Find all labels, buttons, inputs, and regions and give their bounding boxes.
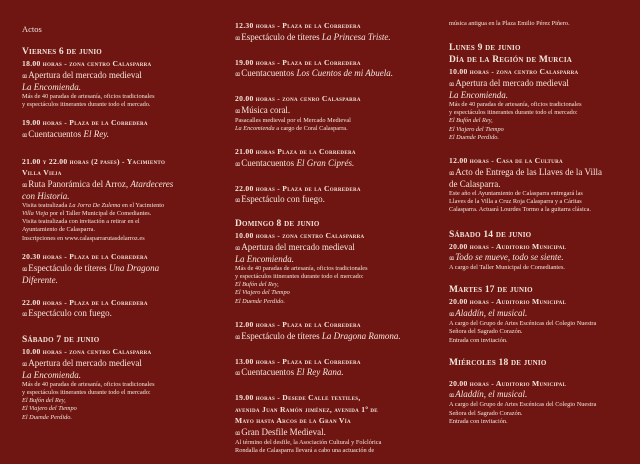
event-time: 13.00 horas - Plaza de la Corredera [235,356,361,366]
event-desc: La Encomienda a cargo de Coral Calasparra. [235,124,348,132]
event-desc: Señora del Sagrado Corazón. [449,328,523,336]
event [22,59,222,109]
ornament-swirl-icon: ɞɞ [235,332,240,341]
event-act: El Bufón del Rey, [235,281,279,289]
event-desc: Entrada con invitación. [449,336,508,344]
column-1 [22,0,222,431]
event-time: 12.00 horas - Plaza de la Corredera [235,320,361,330]
event [22,157,222,243]
ornament-swirl-icon: ɞɞ [22,310,27,319]
event-time: 20.00 horas - zona cenro Calasparra [235,94,361,103]
event [22,347,222,422]
event-desc: A cargo del Grupo de Artes Escénicas del Colegio Nuestra [449,401,597,409]
event-title: ɞɞ Apertura del mercado medieval [449,77,569,88]
event-time: 21.00 horas Plaza de la Corredera [235,147,356,157]
event [235,231,435,306]
ornament-swirl-icon: ɞɞ [22,71,27,80]
ornament-swirl-icon: ɞɞ [22,180,27,189]
event-title: ɞɞ Apertura del mercado medieval [235,241,355,252]
event-title: ɞɞ Cuentacuentos Los Cuentos de mi Abuela. [235,68,394,78]
event [235,21,435,44]
event-title: ɞɞ Gran Desfile Medieval. [235,426,326,437]
event-time: 22.00 horas - Plaza de la Corredera [22,297,148,307]
event-desc: y espectáculos itinerantes durante todo el mercado. [22,100,151,108]
ornament-swirl-icon: ɞɞ [449,309,454,318]
event-time: 10.00 horas - zona centro Calasparra [22,347,152,357]
event-subtitle: La Encomienda. [449,89,508,100]
event-title: ɞɞ Espectáculo de títeres Una Dragona [22,262,160,273]
event-desc: Pasacalles medieval por el Mercado Medieval [235,116,351,124]
event-subtitle: La Encomienda. [22,81,81,92]
event-subtitle: La Encomienda. [22,369,81,380]
event-title: ɞɞ Acto de Entrega de las Llaves de la Villa [449,166,602,177]
event-desc: Llaves de la Villa a Cruz Roja Calasparra y a Cáritas [449,198,582,206]
ornament-swirl-icon: ɞɞ [235,159,240,168]
ornament-swirl-icon: ɞɞ [235,196,240,205]
event-link[interactable]: Inscripciones en www.calasparrarutasdelarroz.es [22,234,145,242]
event-time: 20.00 horas - Auditorio Municipal [449,297,567,307]
day-heading: Sábado 14 de junio [449,229,532,240]
event-title-cont: con Historia. [22,190,70,201]
event-act: El Bufón del Rey, [449,117,493,125]
day-martes-17 [449,284,639,344]
event-desc: y espectáculos itinerantes durante todo el mercado: [235,272,364,280]
ornament-swirl-icon: ɞɞ [235,243,240,252]
event-title: ɞɞ Espectáculo de títeres La Dragona Ramona. [235,330,401,341]
event-time: Villa Vieja [22,168,62,178]
event-time: 20.00 horas - Auditorio Municipal [449,378,567,388]
event [235,58,435,81]
section-label: Actos [22,24,42,34]
event-desc: y espectáculos itinerantes durante todo el mercado: [22,388,151,396]
event-time: 10.00 horas - zona centro Calasparra [235,231,365,241]
ornament-swirl-icon: ɞɞ [22,264,27,273]
event-desc: Entrada con invitación. [449,417,508,425]
event-act: El Viajero del Tiempo [449,125,504,133]
event [449,156,639,214]
ornament-swirl-icon: ɞɞ [235,106,240,115]
event-time: 19.00 horas - Desede Calle textiles, [235,393,361,403]
event-time: 22.00 horas - Plaza de la Corredera [235,183,361,193]
day-miercoles-18 [449,357,639,426]
event-title: ɞɞ Espectáculo con fuego. [22,308,112,319]
event-title: ɞɞ Apertura del mercado medieval [22,357,142,368]
day-domingo-8 [235,218,435,455]
event-act: El Viajero del Tiempo [22,405,77,413]
day-heading: Lunes 9 de junio [449,43,521,54]
event-desc: Más de 40 paradas de artesanía, oficios tradicionales [22,92,155,100]
event-act: El Duende Perdido. [235,297,285,305]
ornament-swirl-icon: ɞɞ [22,130,27,139]
event [449,297,639,344]
event [22,298,222,321]
ornament-swirl-icon: ɞɞ [449,391,454,400]
event-time: 18.00 horas - zona centro Calasparra [22,59,152,68]
event-title: ɞɞ Cuentacuentos El Rey. [22,128,109,139]
event [235,147,435,170]
event-desc: y espectáculos itinerantes durante todo el mercado: [449,109,578,117]
event-desc: Rondalla de Calasparra llevará a cabo una actuación de [235,446,375,454]
event-act: El Duende Perdido. [22,413,72,421]
event-title: ɞɞ Apertura del mercado medieval [22,69,142,80]
event-title-cont: de Calasparra. [449,178,501,189]
event-title: ɞɞ Ruta Panorámica del Arroz, Atardeceres [22,178,174,189]
event-desc: Visita teatralizada con invitación a retirar en el [22,218,140,226]
day-sabado-7 [22,334,222,422]
event-title: ɞɞ Todo se mueve, todo se siente. [449,252,564,263]
event-desc: Al término del desfile, la Asociación Cultural y Folclórica [235,438,382,446]
day-heading: Sábado 7 de junio [22,335,100,346]
event [22,118,222,141]
event [235,357,435,380]
event-desc: Calasparra. Actuará Lourdes Tormo a la guitarra clásica. [449,206,591,214]
event-title: ɞɞ Música coral. [235,104,291,115]
event-desc: Visita teatralizada La Jorra De Zulema en el Yacimiento [22,201,165,209]
event-title-cont: Diferente. [22,274,58,285]
event-time: 20.30 horas - Plaza de la Corredera [22,252,148,262]
event [449,379,639,426]
event [22,252,222,286]
event-title: ɞɞ Cuentacuentos El Rey Rana. [235,367,344,378]
event [235,94,435,133]
day-heading: Viernes 6 de junio [22,47,102,57]
ornament-swirl-icon: ɞɞ [235,369,240,378]
event-desc-cont: música antigua en la Plaza Emilio Pérez Piñero. [449,20,570,27]
event-desc: A cargo del Grupo de Artes Escénicas del Colegio Nuestra [449,319,597,327]
event-act: El Viajero del Tiempo [235,289,290,297]
ornament-swirl-icon: ɞɞ [235,70,240,78]
event-act: El Bufón del Rey, [22,397,66,405]
event-desc: Señora del Sagrado Corazón. [449,409,523,417]
day-subheading: Día de la Región de Murcia [449,55,572,66]
column-2 [235,20,435,464]
event-desc: Más de 40 paradas de artesanía, oficios tradicionales [22,380,155,388]
event-title: ɞɞ Espectáculo de títeres La Princesa Triste. [235,31,391,42]
event-title: ɞɞ Cuentacuentos El Gran Ciprés. [235,157,355,168]
event-desc: Ayuntamiento de Calasparra. [22,226,96,234]
day-heading: Martes 17 de junio [449,285,533,296]
event-title: ɞɞ Aladdín, el musical. [449,307,528,318]
day-heading: Domingo 8 de junio [235,219,320,230]
day-viernes-6 [22,46,222,320]
event-time: 12.00 horas - Casa de la Cultura [449,156,563,166]
event-desc: A cargo del Taller Municipal de Comediantes. [449,264,565,272]
ornament-swirl-icon: ɞɞ [449,254,454,263]
event-desc: Este año el Ayuntamiento de Calasparra entregará las [449,189,583,197]
event-time: avenida Juan Ramón jiménez, avenida 1º de [235,404,378,414]
day-sabado-14 [449,229,639,273]
ornament-swirl-icon: ɞɞ [22,359,27,368]
event-title: ɞɞ Aladdín, el musical. [449,389,528,400]
event-time: 21.00 y 22.00 horas (2 pases) - Yacimiento [22,156,166,166]
event-time: 20.00 horas - Auditorio Municipal [449,241,567,251]
event [235,320,435,343]
day-heading: Miércoles 18 de junio [449,357,547,368]
event-act: El Duende Perdido. [449,133,499,141]
ornament-swirl-icon: ɞɞ [449,168,454,177]
event-desc: Villa Vieja por el Taller Municipal de Comediantes. [22,209,152,217]
event-desc: Más de 40 paradas de artesanía, oficios tradicionales [235,264,368,272]
event-time: 19.00 horas - Plaza de la Corredera [235,57,361,67]
event-subtitle: La Encomienda. [235,253,294,264]
column-3 [449,20,639,435]
event-desc: Más de 40 paradas de artesanía, oficios tradicionales [449,100,582,108]
event [449,67,639,142]
event-time: 19.00 horas - Plaza de la Corredera [22,118,148,128]
event [449,242,639,273]
event [235,184,435,207]
ornament-swirl-icon: ɞɞ [235,33,240,42]
event-time: 10.00 horas - zona centro Calasparra [449,67,579,77]
day-lunes-9 [449,42,639,214]
event-time: 12.30 horas - Plaza de la Corredera [235,21,361,30]
event [235,393,435,455]
event-time: Mayo hasta Arcos de la Gran Vía [235,416,351,426]
ornament-swirl-icon: ɞɞ [235,428,240,437]
event-title: ɞɞ Espectáculo con fuego. [235,194,325,205]
ornament-swirl-icon: ɞɞ [449,79,454,88]
